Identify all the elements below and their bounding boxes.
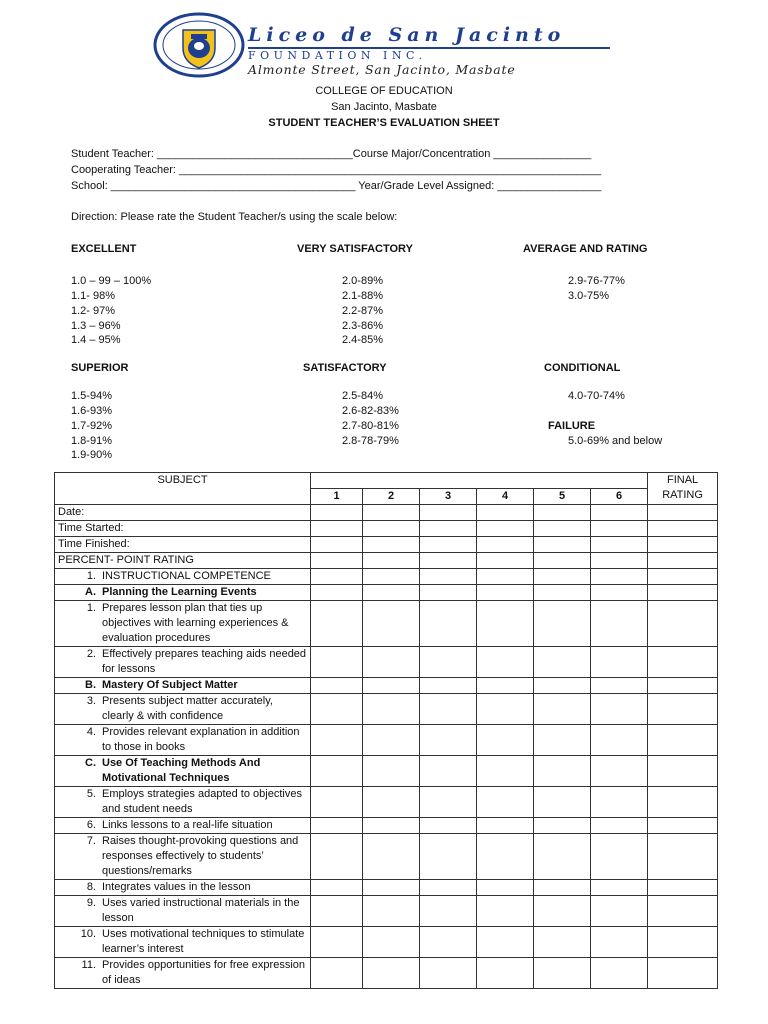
rating-cell[interactable] [591, 678, 648, 694]
criterion-text: Prepares lesson plan that ties up objectives with learning experiences & evaluation procedures [102, 602, 289, 644]
rating-cell[interactable] [534, 505, 591, 521]
criterion-number: 7. [86, 835, 96, 847]
rating-cell[interactable] [311, 694, 363, 725]
table-row [55, 818, 718, 834]
rating-cell[interactable] [420, 958, 477, 989]
criterion-cell [55, 647, 311, 678]
rating-cell[interactable] [591, 694, 648, 725]
rating-cell[interactable] [311, 756, 363, 787]
criterion-cell [55, 756, 311, 787]
rating-cell[interactable] [591, 585, 648, 601]
rating-cell[interactable] [363, 647, 420, 678]
rating-cell[interactable] [534, 958, 591, 989]
final-rating-cell[interactable] [648, 834, 718, 880]
criterion-number: 2. [86, 648, 96, 660]
rating-cell[interactable] [477, 569, 534, 585]
rating-cell[interactable] [363, 896, 420, 927]
row-label: Time Finished: [55, 537, 311, 553]
scale-item: 2.7-80-81% [342, 420, 399, 432]
criterion-number: 3. [86, 695, 96, 707]
rating-cell[interactable] [477, 678, 534, 694]
rating-cell[interactable] [420, 896, 477, 927]
scale-item: 2.1-88% [342, 290, 383, 302]
rating-cell[interactable] [477, 694, 534, 725]
final-rating-cell[interactable] [648, 505, 718, 521]
rating-cell[interactable] [477, 927, 534, 958]
rating-cell[interactable] [534, 818, 591, 834]
criterion-item [58, 787, 307, 817]
criterion-number: 1. [86, 602, 96, 614]
rating-cell[interactable] [591, 537, 648, 553]
rating-cell[interactable] [591, 880, 648, 896]
criterion-text: Effectively prepares teaching aids needed for lessons [102, 648, 307, 675]
rating-cell[interactable] [363, 553, 420, 569]
rating-cell[interactable] [477, 647, 534, 678]
cooperating-teacher-field: Cooperating Teacher: _____________________________________________________________________ [71, 164, 602, 176]
rating-cell[interactable] [420, 505, 477, 521]
final-rating-cell[interactable] [648, 647, 718, 678]
rating-cell[interactable] [477, 880, 534, 896]
final-rating-cell[interactable] [648, 958, 718, 989]
scale-item: 4.0-70-74% [568, 390, 625, 402]
criterion-text: Uses motivational techniques to stimulate learner’s interest [102, 928, 305, 955]
final-rating-cell[interactable] [648, 553, 718, 569]
table-row [55, 521, 718, 537]
criterion-item [58, 601, 307, 646]
rating-cell[interactable] [420, 601, 477, 647]
column-number: 5 [534, 489, 591, 505]
criterion-cell [55, 787, 311, 818]
criterion-number: 1. [86, 570, 96, 582]
criterion-cell [55, 569, 311, 585]
final-rating-cell[interactable] [648, 756, 718, 787]
rating-cell[interactable] [363, 927, 420, 958]
table-row [55, 927, 718, 958]
school-seal-logo [153, 12, 245, 78]
scale-item: 2.4-85% [342, 334, 383, 346]
criterion-text: Links lessons to a real-life situation [102, 819, 273, 831]
rating-cell[interactable] [311, 601, 363, 647]
rating-cell[interactable] [420, 537, 477, 553]
table-row [55, 834, 718, 880]
final-rating-cell[interactable] [648, 521, 718, 537]
criterion-text: Uses varied instructional materials in the lesson [102, 897, 300, 924]
criterion-number: 6. [86, 819, 96, 831]
rating-cell[interactable] [420, 756, 477, 787]
rating-cell[interactable] [311, 958, 363, 989]
criterion-item [58, 725, 307, 755]
rating-cell[interactable] [477, 537, 534, 553]
rating-cell[interactable] [363, 725, 420, 756]
table-row [55, 787, 718, 818]
rating-cell[interactable] [311, 521, 363, 537]
rating-cell[interactable] [534, 585, 591, 601]
final-rating-cell[interactable] [648, 725, 718, 756]
scale-item: 1.5-94% [71, 390, 112, 402]
criterion-item [58, 678, 307, 693]
scale-item: 2.6-82-83% [342, 405, 399, 417]
direction-text: Direction: Please rate the Student Teacher/s using the scale below: [71, 211, 398, 223]
scale-item: 2.2-87% [342, 305, 383, 317]
scale-item: 1.3 – 96% [71, 320, 121, 332]
criterion-cell [55, 896, 311, 927]
table-row [55, 537, 718, 553]
rating-cell[interactable] [477, 585, 534, 601]
rating-cell[interactable] [591, 521, 648, 537]
scale-item: 1.7-92% [71, 420, 112, 432]
scale-failure-label: FAILURE [548, 420, 596, 432]
column-number: 1 [311, 489, 363, 505]
school-field: School: ________________________________________ Year/Grade Level Assigned: _________________ [71, 180, 602, 192]
rating-cell[interactable] [363, 958, 420, 989]
table-row [55, 896, 718, 927]
rating-cell[interactable] [477, 756, 534, 787]
rating-cell[interactable] [420, 694, 477, 725]
scale-satisfactory-label: SATISFACTORY [303, 362, 387, 374]
rating-cell[interactable] [591, 787, 648, 818]
rating-cell[interactable] [591, 601, 648, 647]
scale-item: 2.9-76-77% [568, 275, 625, 287]
rating-cell[interactable] [420, 834, 477, 880]
rating-cell[interactable] [363, 787, 420, 818]
criterion-number: 9. [86, 897, 96, 909]
rating-cell[interactable] [311, 678, 363, 694]
rating-cell[interactable] [591, 834, 648, 880]
criterion-text: Provides opportunities for free expression of ideas [102, 959, 305, 986]
rating-cell[interactable] [363, 880, 420, 896]
criterion-item [58, 896, 307, 926]
rating-cell[interactable] [311, 725, 363, 756]
rating-cell[interactable] [363, 601, 420, 647]
subject-header: SUBJECT [55, 473, 311, 505]
rating-cell[interactable] [534, 787, 591, 818]
criterion-cell [55, 694, 311, 725]
criterion-text: Use Of Teaching Methods And Motivational Techniques [102, 757, 261, 784]
rating-cell[interactable] [534, 725, 591, 756]
rating-cell[interactable] [534, 647, 591, 678]
criterion-text: Presents subject matter accurately, clearly & with confidence [102, 695, 273, 722]
table-row [55, 647, 718, 678]
rating-cell[interactable] [534, 678, 591, 694]
criterion-cell [55, 958, 311, 989]
rating-columns-header [311, 473, 648, 489]
table-row [55, 553, 718, 569]
scale-item: 2.5-84% [342, 390, 383, 402]
scale-item: 2.0-89% [342, 275, 383, 287]
criterion-cell [55, 834, 311, 880]
scale-item: 2.8-78-79% [342, 435, 399, 447]
criterion-item [58, 834, 307, 879]
rating-cell[interactable] [420, 725, 477, 756]
rating-cell[interactable] [534, 694, 591, 725]
rating-cell[interactable] [363, 569, 420, 585]
rating-cell[interactable] [420, 521, 477, 537]
rating-cell[interactable] [591, 569, 648, 585]
rating-cell[interactable] [420, 647, 477, 678]
rating-cell[interactable] [477, 787, 534, 818]
rating-cell[interactable] [311, 585, 363, 601]
row-label: Time Started: [55, 521, 311, 537]
rating-cell[interactable] [363, 537, 420, 553]
table-row [55, 585, 718, 601]
scale-item: 1.2- 97% [71, 305, 116, 317]
criterion-text: Employs strategies adapted to objectives and student needs [102, 788, 302, 815]
criterion-item [58, 756, 307, 786]
table-header-row [55, 473, 718, 489]
criterion-text: Planning the Learning Events [102, 586, 257, 598]
criterion-item [58, 569, 307, 584]
rating-cell[interactable] [363, 521, 420, 537]
rating-cell[interactable] [311, 505, 363, 521]
table-row [55, 958, 718, 989]
rating-cell[interactable] [534, 896, 591, 927]
evaluation-table [54, 472, 718, 989]
criterion-cell [55, 818, 311, 834]
criterion-item [58, 647, 307, 677]
rating-cell[interactable] [311, 896, 363, 927]
table-row [55, 569, 718, 585]
rating-cell[interactable] [311, 569, 363, 585]
scale-item: 1.9-90% [71, 449, 112, 461]
row-label: Date: [55, 505, 311, 521]
rating-cell[interactable] [363, 694, 420, 725]
final-header-line: FINAL [666, 474, 699, 486]
college-name: COLLEGE OF EDUCATION [315, 85, 453, 97]
table-row [55, 694, 718, 725]
rating-cell[interactable] [477, 958, 534, 989]
rating-cell[interactable] [591, 756, 648, 787]
rating-cell[interactable] [311, 787, 363, 818]
scale-average-label: AVERAGE AND RATING [523, 243, 648, 255]
table-row [55, 725, 718, 756]
criterion-text: Integrates values in the lesson [102, 881, 251, 893]
rating-cell[interactable] [363, 818, 420, 834]
final-rating-cell[interactable] [648, 585, 718, 601]
criterion-text: INSTRUCTIONAL COMPETENCE [102, 570, 271, 582]
scale-item: 2.3-86% [342, 320, 383, 332]
rating-cell[interactable] [477, 521, 534, 537]
foundation-name: FOUNDATION INC. [248, 49, 427, 62]
rating-cell[interactable] [311, 834, 363, 880]
scale-item: 1.8-91% [71, 435, 112, 447]
school-address: Almonte Street, San Jacinto, Masbate [248, 62, 516, 77]
scale-item: 1.1- 98% [71, 290, 116, 302]
rating-cell[interactable] [534, 601, 591, 647]
rating-cell[interactable] [420, 818, 477, 834]
criterion-item [58, 880, 307, 895]
rating-cell[interactable] [363, 505, 420, 521]
rating-cell[interactable] [420, 553, 477, 569]
rating-cell[interactable] [534, 880, 591, 896]
final-rating-cell[interactable] [648, 818, 718, 834]
column-number: 2 [363, 489, 420, 505]
criterion-number: 10. [80, 928, 96, 940]
rating-cell[interactable] [534, 834, 591, 880]
column-number: 3 [420, 489, 477, 505]
rating-cell[interactable] [591, 553, 648, 569]
rating-cell[interactable] [591, 647, 648, 678]
criterion-number: C. [85, 757, 96, 769]
final-header-line: RATING [662, 489, 703, 501]
rating-cell[interactable] [311, 818, 363, 834]
rating-cell[interactable] [420, 585, 477, 601]
criterion-cell [55, 678, 311, 694]
scale-item: 1.6-93% [71, 405, 112, 417]
rating-cell[interactable] [591, 725, 648, 756]
rating-cell[interactable] [591, 818, 648, 834]
form-title: STUDENT TEACHER’S EVALUATION SHEET [268, 117, 500, 129]
criterion-text: Provides relevant explanation in addition to those in books [102, 726, 300, 753]
rating-cell[interactable] [311, 553, 363, 569]
rating-cell[interactable] [311, 880, 363, 896]
criterion-item [58, 958, 307, 988]
school-name: Liceo de San Jacinto [248, 24, 566, 46]
rating-cell[interactable] [591, 958, 648, 989]
rating-cell[interactable] [363, 585, 420, 601]
student-teacher-field: Student Teacher: ________________________________Course Major/Concentration ________________ [71, 148, 592, 160]
criterion-number: 11. [81, 959, 96, 971]
final-rating-cell[interactable] [648, 880, 718, 896]
rating-cell[interactable] [534, 756, 591, 787]
final-rating-cell[interactable] [648, 927, 718, 958]
final-rating-cell[interactable] [648, 601, 718, 647]
rating-cell[interactable] [420, 880, 477, 896]
criterion-cell [55, 927, 311, 958]
table-row [55, 880, 718, 896]
scale-very-satisfactory-label: VERY SATISFACTORY [297, 243, 413, 255]
final-rating-cell[interactable] [648, 896, 718, 927]
rating-cell[interactable] [477, 601, 534, 647]
rating-cell[interactable] [534, 569, 591, 585]
rating-cell[interactable] [591, 927, 648, 958]
criterion-item [58, 818, 307, 833]
criterion-number: A. [85, 586, 96, 598]
criterion-number: 8. [86, 881, 96, 893]
table-row [55, 601, 718, 647]
criterion-number: 4. [86, 726, 96, 738]
scale-superior-label: SUPERIOR [71, 362, 129, 374]
rating-cell[interactable] [363, 678, 420, 694]
rating-cell[interactable] [591, 896, 648, 927]
rating-cell[interactable] [534, 521, 591, 537]
criterion-item [58, 585, 307, 600]
scale-item: 5.0-69% and below [568, 435, 663, 447]
criterion-number: 5. [86, 788, 96, 800]
rating-cell[interactable] [420, 787, 477, 818]
column-number: 4 [477, 489, 534, 505]
column-number: 6 [591, 489, 648, 505]
scale-excellent-label: EXCELLENT [71, 243, 137, 255]
rating-cell[interactable] [477, 725, 534, 756]
criterion-cell [55, 585, 311, 601]
rating-cell[interactable] [477, 505, 534, 521]
table-row [55, 756, 718, 787]
rating-cell[interactable] [477, 553, 534, 569]
final-rating-header [648, 473, 718, 505]
criterion-cell [55, 725, 311, 756]
table-row [55, 678, 718, 694]
criterion-item [58, 694, 307, 724]
final-rating-cell[interactable] [648, 678, 718, 694]
criterion-text: Raises thought-provoking questions and responses effectively to students’ questions/remarks [102, 835, 299, 877]
rating-cell[interactable] [420, 569, 477, 585]
rating-cell[interactable] [311, 647, 363, 678]
criterion-item [58, 927, 307, 957]
college-location: San Jacinto, Masbate [331, 101, 437, 113]
rating-cell[interactable] [591, 505, 648, 521]
rating-cell[interactable] [534, 927, 591, 958]
table-row [55, 505, 718, 521]
rating-cell[interactable] [477, 818, 534, 834]
scale-item: 1.4 – 95% [71, 334, 121, 346]
scale-item: 3.0-75% [568, 290, 609, 302]
rating-cell[interactable] [363, 756, 420, 787]
rating-cell[interactable] [534, 553, 591, 569]
rating-cell[interactable] [477, 834, 534, 880]
rating-cell[interactable] [420, 927, 477, 958]
criterion-text: Mastery Of Subject Matter [102, 679, 238, 691]
criterion-number: B. [85, 679, 96, 691]
row-label: PERCENT- POINT RATING [55, 553, 311, 569]
rating-cell[interactable] [311, 927, 363, 958]
final-rating-cell[interactable] [648, 787, 718, 818]
criterion-cell [55, 880, 311, 896]
rating-cell[interactable] [311, 537, 363, 553]
final-rating-cell[interactable] [648, 537, 718, 553]
final-rating-cell[interactable] [648, 694, 718, 725]
rating-cell[interactable] [363, 834, 420, 880]
final-rating-cell[interactable] [648, 569, 718, 585]
rating-cell[interactable] [534, 537, 591, 553]
scale-conditional-label: CONDITIONAL [544, 362, 621, 374]
criterion-cell [55, 601, 311, 647]
scale-item: 1.0 – 99 – 100% [71, 275, 152, 287]
rating-cell[interactable] [420, 678, 477, 694]
rating-cell[interactable] [477, 896, 534, 927]
